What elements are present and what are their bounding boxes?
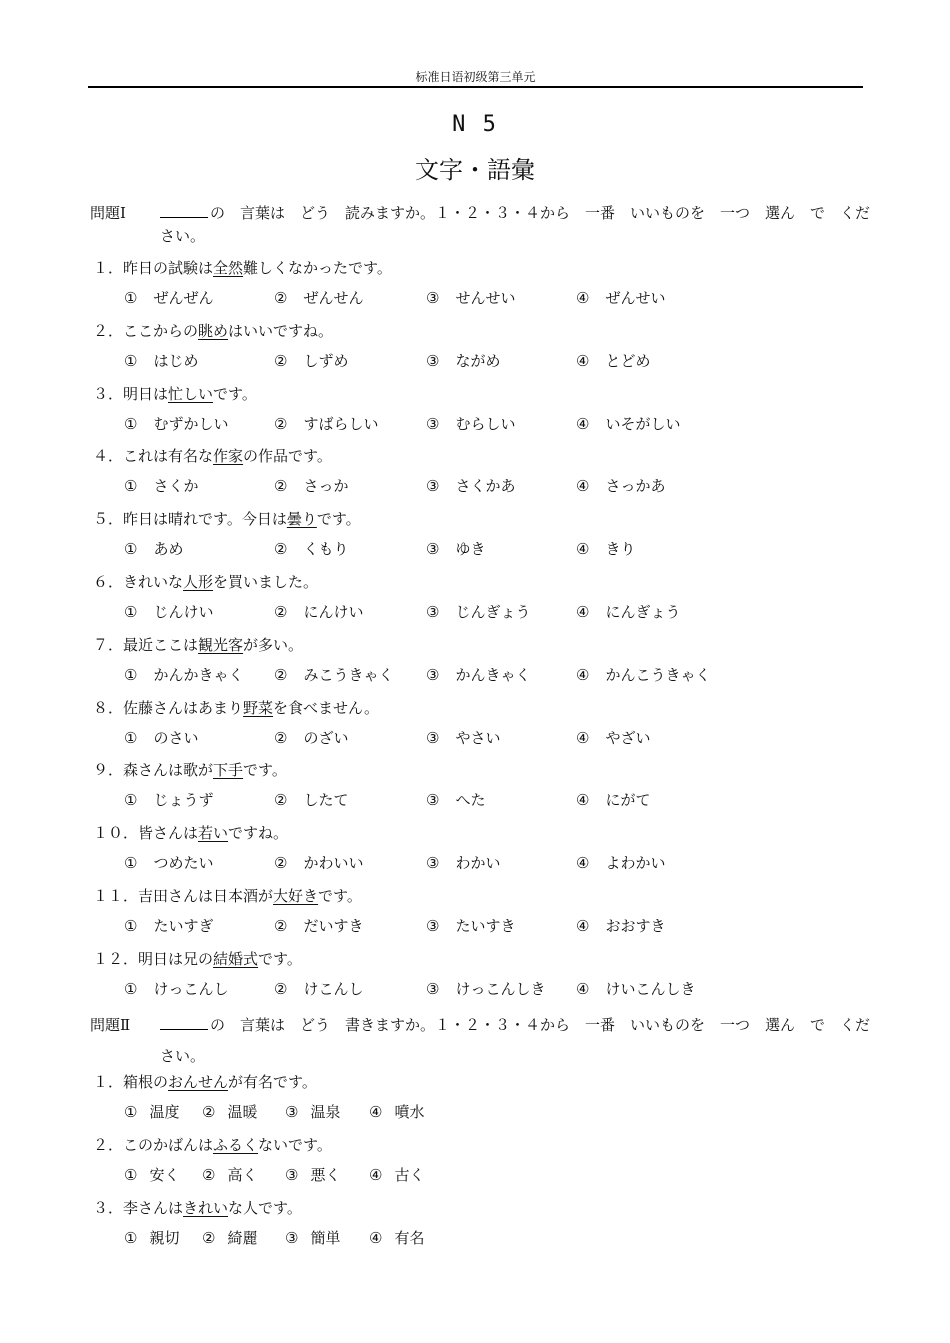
target-word: 全然 [213, 259, 244, 277]
option-text: つめたい [153, 854, 214, 873]
target-word: きれい [183, 1199, 229, 1217]
option-number: ④ [369, 1166, 383, 1184]
question-number: １． [93, 259, 124, 277]
question-number: １０． [93, 824, 139, 843]
option-text: 親切 [149, 1229, 180, 1247]
option-text: よわかい [605, 854, 666, 873]
option-number: ② [202, 1229, 216, 1247]
option-text: いそがしい [605, 414, 681, 433]
option-text: ゆき [455, 540, 486, 559]
section2-label: 問題Ⅱ [90, 1016, 131, 1034]
option-text: しずめ [303, 351, 349, 370]
question-text: はいいですね。 [228, 321, 334, 340]
answer-option[interactable] [576, 287, 665, 308]
option-number: ① [124, 917, 138, 935]
option-text: ぜんぜん [153, 289, 214, 307]
answer-option[interactable] [426, 601, 530, 622]
option-number: ③ [426, 791, 440, 810]
option-number: ③ [426, 477, 440, 496]
option-text: さっかあ [605, 477, 666, 496]
option-number: ④ [576, 414, 590, 433]
answer-option[interactable] [274, 664, 393, 685]
option-text: わかい [455, 854, 501, 873]
option-number: ③ [426, 854, 440, 873]
option-number: ③ [285, 1166, 299, 1184]
option-number: ① [124, 1229, 138, 1247]
option-text: 温泉 [310, 1103, 341, 1121]
question-text: が多い。 [243, 635, 304, 654]
answer-option[interactable] [124, 852, 213, 873]
option-text: じんけい [153, 603, 214, 621]
answer-option[interactable] [274, 475, 348, 496]
answer-option[interactable] [202, 1227, 257, 1248]
option-number: ④ [576, 665, 590, 684]
answer-option[interactable] [124, 1227, 179, 1248]
answer-option[interactable] [274, 727, 348, 748]
answer-option[interactable] [124, 475, 198, 496]
answer-option[interactable] [369, 1164, 424, 1185]
option-text: にんぎょう [605, 603, 681, 621]
option-number: ② [274, 414, 288, 433]
option-text: したて [303, 791, 349, 810]
answer-option[interactable] [576, 475, 665, 496]
option-number: ④ [576, 477, 590, 496]
answer-option[interactable] [274, 915, 363, 936]
option-text: とどめ [605, 351, 651, 370]
option-text: 古く [394, 1166, 425, 1184]
blank-line [160, 1017, 208, 1030]
question-text: 難しくなかったです。 [243, 259, 392, 277]
question-text: 森さんは歌が [123, 761, 214, 780]
option-number: ④ [576, 351, 590, 370]
answer-option[interactable] [426, 350, 500, 371]
target-word: 野菜 [243, 698, 274, 717]
question-number: ４． [93, 447, 124, 466]
answer-option[interactable] [124, 350, 198, 371]
question-text: が有名です。 [228, 1073, 317, 1091]
answer-option[interactable] [274, 852, 363, 873]
answer-option[interactable] [124, 538, 183, 559]
option-number: ② [274, 791, 288, 810]
page-header: 标准日语初级第三单元 [415, 70, 536, 84]
option-text: おおすき [605, 917, 666, 935]
option-number: ③ [426, 603, 440, 621]
option-text: かんかきゃく [153, 665, 244, 684]
target-word: 眺め [198, 321, 229, 340]
answer-option[interactable] [369, 1101, 424, 1122]
option-text: 綺麗 [227, 1229, 258, 1247]
question-text: ないです。 [258, 1136, 332, 1154]
option-number: ④ [576, 540, 590, 559]
answer-option[interactable] [285, 1101, 340, 1122]
answer-option[interactable] [285, 1164, 340, 1185]
option-number: ③ [426, 728, 440, 747]
question-text: ですね。 [228, 824, 289, 843]
option-text: くもり [303, 540, 349, 559]
option-text: けいこんしき [605, 979, 696, 998]
answer-option[interactable] [124, 978, 228, 999]
option-number: ② [274, 289, 288, 307]
target-word: ふるく [213, 1136, 259, 1154]
answer-option[interactable] [274, 287, 363, 308]
target-word: 人形 [183, 573, 214, 591]
option-number: ② [274, 665, 288, 684]
option-number: ① [124, 477, 138, 496]
option-text: せんせい [455, 289, 516, 307]
question-text: な人です。 [228, 1199, 302, 1217]
answer-option[interactable] [576, 789, 650, 810]
option-text: やさい [455, 728, 501, 747]
option-text: むずかしい [153, 414, 229, 433]
answer-option[interactable] [285, 1227, 340, 1248]
question-text: です。 [316, 510, 361, 529]
option-number: ① [124, 791, 138, 810]
option-text: にがて [605, 791, 651, 810]
option-text: たいすぎ [153, 917, 214, 935]
option-text: 簡単 [310, 1229, 341, 1247]
option-number: ② [274, 477, 288, 496]
option-number: ① [124, 540, 138, 559]
answer-option[interactable] [274, 978, 363, 999]
option-number: ② [274, 540, 288, 559]
option-text: 温暖 [227, 1103, 258, 1121]
answer-option[interactable] [124, 287, 213, 308]
section1-instruction [90, 202, 870, 248]
option-number: ① [124, 979, 138, 998]
answer-option[interactable] [426, 664, 530, 685]
option-text: はじめ [153, 351, 199, 370]
option-text: かんこうきゃく [605, 665, 711, 684]
answer-option[interactable] [426, 789, 485, 810]
question-text: きれいな [123, 573, 184, 591]
question-text: 昨日の試験は [123, 259, 214, 277]
question-stem [93, 571, 318, 592]
option-text: きり [605, 540, 636, 559]
option-number: ③ [426, 351, 440, 370]
option-number: ① [124, 665, 138, 684]
question-text: です。 [213, 384, 257, 403]
question-stem [93, 1134, 332, 1155]
answer-option[interactable] [124, 1164, 179, 1185]
question-stem [93, 508, 361, 529]
question-text: を買いました。 [213, 573, 319, 591]
option-text: けっこんし [153, 979, 229, 998]
option-text: みこうきゃく [303, 665, 394, 684]
answer-option[interactable] [124, 727, 198, 748]
option-number: ③ [285, 1103, 299, 1121]
header-rule [88, 86, 863, 88]
answer-option[interactable] [124, 1101, 179, 1122]
question-stem [93, 1197, 302, 1218]
target-word: 下手 [213, 761, 244, 780]
answer-option[interactable] [426, 475, 515, 496]
question-stem [93, 320, 333, 341]
question-text: 昨日は晴れです。今日は [123, 510, 287, 529]
option-number: ④ [576, 979, 590, 998]
question-text: このかばんは [123, 1136, 214, 1154]
option-number: ① [124, 1166, 138, 1184]
option-number: ③ [426, 289, 440, 307]
question-number: ９． [93, 761, 124, 780]
option-number: ② [202, 1166, 216, 1184]
option-number: ① [124, 1103, 138, 1121]
answer-option[interactable] [576, 538, 635, 559]
option-text: 噴水 [394, 1103, 425, 1121]
option-number: ① [124, 728, 138, 747]
option-number: ④ [576, 917, 590, 935]
option-text: じょうず [153, 791, 214, 810]
target-word: 曇り [286, 510, 317, 529]
answer-option[interactable] [576, 601, 680, 622]
question-number: １１． [93, 887, 139, 905]
answer-option[interactable] [426, 915, 515, 936]
option-number: ② [202, 1103, 216, 1121]
answer-option[interactable] [202, 1101, 257, 1122]
answer-option[interactable] [202, 1164, 257, 1185]
option-text: にんけい [303, 603, 364, 621]
question-stem [93, 885, 362, 906]
option-number: ① [124, 603, 138, 621]
answer-option[interactable] [274, 413, 378, 434]
option-text: 悪く [310, 1166, 341, 1184]
answer-option[interactable] [576, 978, 695, 999]
question-text: の作品です。 [243, 447, 332, 466]
option-number: ① [124, 351, 138, 370]
option-text: たいすき [455, 917, 516, 935]
answer-option[interactable] [576, 350, 650, 371]
option-number: ③ [426, 665, 440, 684]
answer-option[interactable] [124, 664, 243, 685]
question-stem [93, 759, 287, 780]
target-word: 結婚式 [213, 949, 259, 968]
question-number: ５． [93, 510, 124, 529]
question-stem [93, 822, 288, 843]
answer-option[interactable] [576, 727, 650, 748]
target-word: 作家 [213, 447, 244, 466]
option-text: さっか [303, 477, 349, 496]
option-text: ぜんせん [303, 289, 364, 307]
target-word: 観光客 [198, 635, 244, 654]
option-text: やざい [605, 728, 651, 747]
question-number: ３． [93, 1199, 124, 1217]
question-text: です。 [258, 949, 302, 968]
option-text: 温度 [149, 1103, 180, 1121]
option-number: ① [124, 854, 138, 873]
answer-option[interactable] [426, 538, 485, 559]
question-number: １． [93, 1073, 124, 1091]
answer-option[interactable] [274, 538, 348, 559]
question-text: ここからの [123, 321, 199, 340]
question-text: これは有名な [123, 447, 214, 466]
question-stem [93, 257, 392, 278]
answer-option[interactable] [426, 413, 515, 434]
question-number: ８． [93, 698, 124, 717]
section1-instruction-text: の 言葉は どう 読みますか。１・２・３・４から 一番 いいものを 一つ 選ん で ください。 [160, 204, 871, 245]
option-number: ④ [369, 1229, 383, 1247]
option-text: 安く [149, 1166, 180, 1184]
answer-option[interactable] [576, 852, 665, 873]
question-text: 明日は兄の [138, 949, 214, 968]
question-stem [93, 634, 303, 655]
option-number: ② [274, 351, 288, 370]
option-text: すばらしい [303, 414, 379, 433]
question-stem [93, 383, 257, 404]
target-word: おんせん [168, 1073, 229, 1091]
option-number: ① [124, 289, 138, 307]
option-text: かわいい [303, 854, 364, 873]
question-text: です。 [243, 761, 287, 780]
option-number: ② [274, 979, 288, 998]
question-text: 皆さんは [138, 824, 199, 843]
page-title: 文字・語彙 [415, 156, 535, 184]
blank-line [160, 205, 208, 218]
question-number: ７． [93, 635, 124, 654]
answer-option[interactable] [274, 601, 363, 622]
question-text: 吉田さんは日本酒が [138, 887, 274, 905]
option-text: 高く [227, 1166, 258, 1184]
option-number: ④ [576, 603, 590, 621]
question-text: を食べません。 [273, 698, 379, 717]
question-text: 佐藤さんはあまり [123, 698, 244, 717]
question-stem [93, 948, 302, 969]
option-text: むらしい [455, 414, 516, 433]
option-text: だいすき [303, 917, 364, 935]
question-stem [93, 1071, 317, 1092]
option-text: のさい [153, 728, 199, 747]
question-stem [93, 697, 379, 718]
option-number: ① [124, 414, 138, 433]
option-text: じんぎょう [455, 603, 531, 621]
answer-option[interactable] [274, 350, 348, 371]
option-text: かんきゃく [455, 665, 531, 684]
option-text: さくか [153, 477, 199, 496]
answer-option[interactable] [426, 727, 500, 748]
answer-option[interactable] [576, 915, 665, 936]
option-text: のざい [303, 728, 349, 747]
question-text: です。 [318, 887, 362, 905]
option-text: ながめ [455, 351, 501, 370]
option-text: ぜんせい [605, 289, 666, 307]
option-text: けっこんしき [455, 979, 546, 998]
answer-option[interactable] [369, 1227, 424, 1248]
answer-option[interactable] [426, 287, 515, 308]
option-number: ② [274, 917, 288, 935]
option-number: ③ [426, 414, 440, 433]
option-number: ③ [426, 917, 440, 935]
section2-instruction [90, 1010, 870, 1072]
answer-option[interactable] [426, 978, 545, 999]
option-number: ③ [285, 1229, 299, 1247]
section2-instruction-text: の 言葉は どう 書きますか。１・２・３・４から 一番 いいものを 一つ 選ん で ください。 [160, 1016, 871, 1065]
option-number: ④ [576, 854, 590, 873]
option-number: ③ [426, 979, 440, 998]
answer-option[interactable] [274, 789, 348, 810]
level-heading: N 5 [452, 112, 498, 137]
option-text: けこんし [303, 979, 364, 998]
option-number: ④ [576, 728, 590, 747]
question-text: 明日は [123, 384, 169, 403]
answer-option[interactable] [124, 413, 228, 434]
option-number: ④ [576, 791, 590, 810]
question-number: ３． [93, 384, 124, 403]
answer-option[interactable] [124, 601, 213, 622]
question-number: ２． [93, 1136, 124, 1154]
option-number: ④ [576, 289, 590, 307]
question-number: ２． [93, 321, 124, 340]
answer-option[interactable] [576, 413, 680, 434]
option-number: ② [274, 854, 288, 873]
target-word: 若い [198, 824, 229, 843]
option-number: ④ [369, 1103, 383, 1121]
question-stem [93, 445, 332, 466]
answer-option[interactable] [124, 789, 213, 810]
target-word: 忙しい [168, 384, 214, 403]
option-number: ③ [426, 540, 440, 559]
question-text: 李さんは [123, 1199, 184, 1217]
question-text: 箱根の [123, 1073, 169, 1091]
question-number: １２． [93, 949, 139, 968]
answer-option[interactable] [124, 915, 213, 936]
question-text: 最近ここは [123, 635, 199, 654]
option-text: へた [455, 791, 486, 810]
question-number: ６． [93, 573, 124, 591]
target-word: 大好き [273, 887, 319, 905]
option-number: ② [274, 603, 288, 621]
option-text: さくかあ [455, 477, 516, 496]
section1-label: 問題Ⅰ [90, 204, 126, 222]
option-number: ② [274, 728, 288, 747]
option-text: あめ [153, 540, 184, 559]
answer-option[interactable] [426, 852, 500, 873]
option-text: 有名 [394, 1229, 425, 1247]
answer-option[interactable] [576, 664, 710, 685]
